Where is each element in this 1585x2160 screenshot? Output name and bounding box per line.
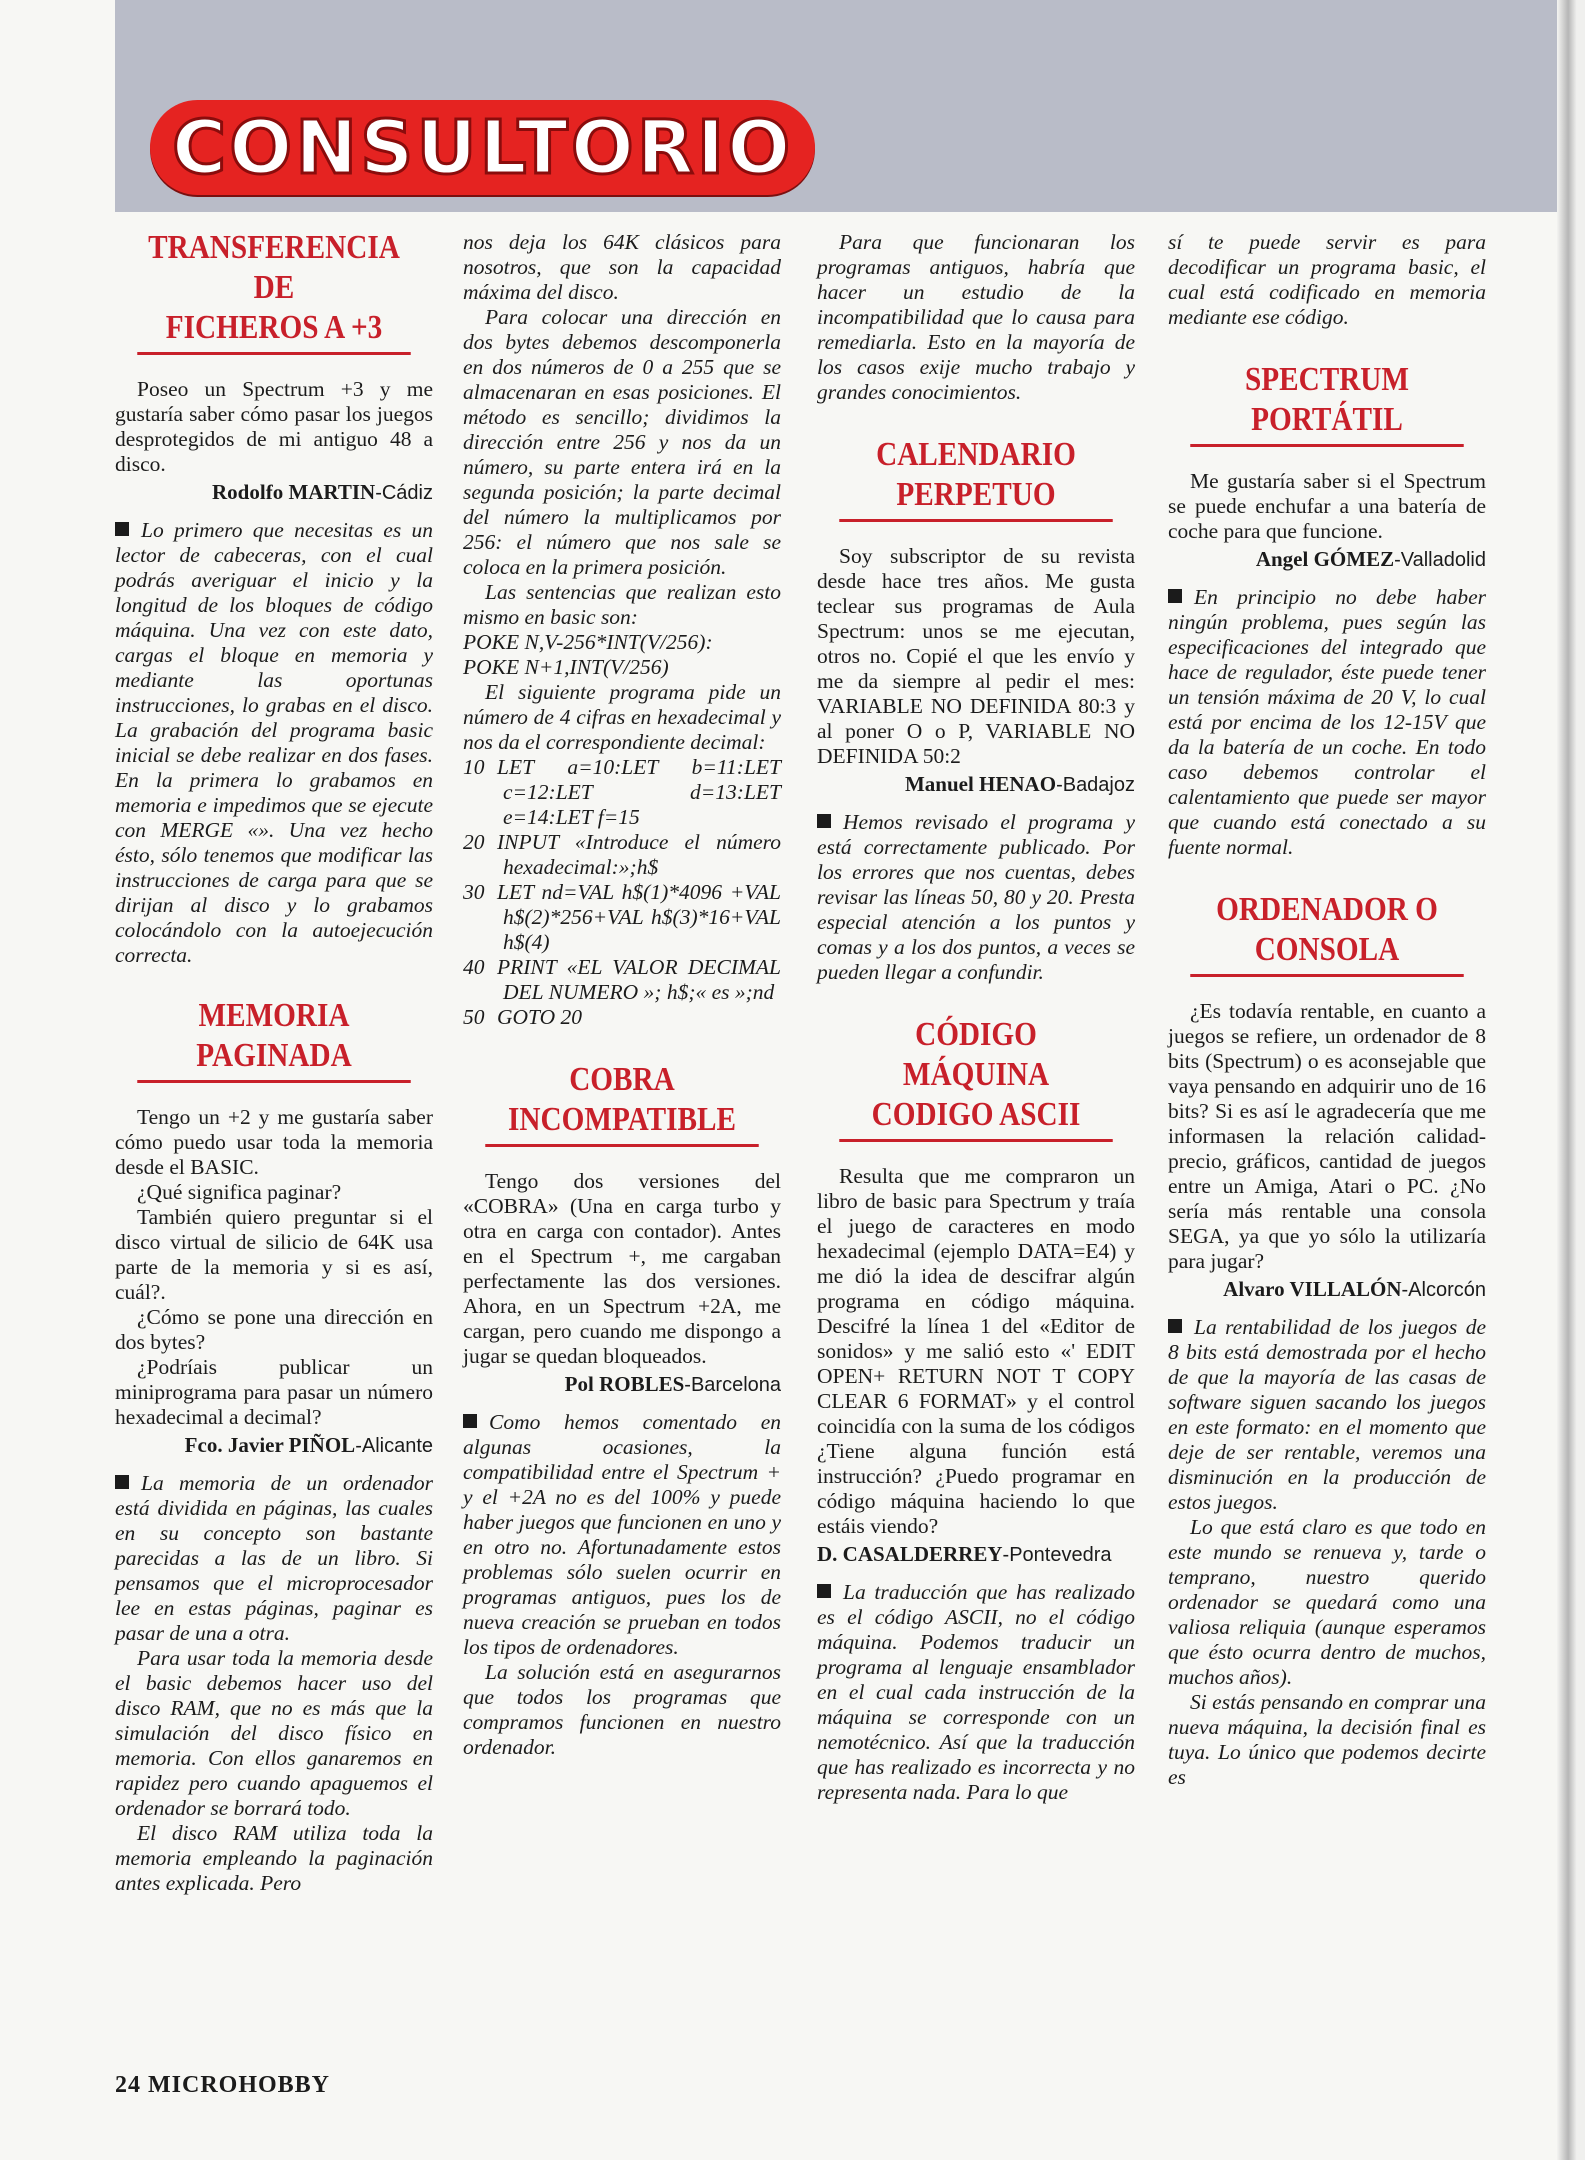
question-text: ¿Podríais publicar un miniprograma para pasar un número hexadecimal a decimal? [115, 1355, 433, 1429]
section-title-ordenador: ORDENADOR O CONSOLA [1190, 890, 1463, 977]
banner-title: CONSULTORIO [172, 104, 794, 191]
question-text: También quiero preguntar si el disco virtual de silicio de 64K usa parte de la memoria y si es así, cuál?. [115, 1205, 433, 1304]
answer-bullet-icon [1168, 589, 1182, 603]
answer-text: La rentabilidad de los juegos de 8 bits está demostrada por el hecho de que la mayoría de las casas de software siguen sacando los juegos en este formato: en el momento que deje de ser rentable, veremos una disminución en la producción de estos juegos. [1168, 1315, 1486, 1514]
question-text: Tengo dos versiones del «COBRA» (Una en carga turbo y otra en carga con contador). Antes en el Spectrum +, me cargaban perfectamente las dos versiones. Ahora, en un Spectrum +2A, me cargan, pero cuando me dispongo a jugar se quedan bloqueados. [463, 1169, 781, 1368]
page-spine [1557, 0, 1585, 2160]
column-2 [463, 230, 781, 1760]
code-line: 30 LET nd=VAL h$(1)*4096 +VAL h$(2)*256+VAL h$(3)*16+VAL h$(4) [463, 880, 781, 954]
answer-text: Para usar toda la memoria desde el basic debemos hacer uso del disco RAM, que no es más que la simulación del disco físico en memoria. Con ellos ganaremos en rapidez pero cuando apaguemos el ordenador se borrará todo. [115, 1646, 433, 1820]
column-3 [817, 230, 1135, 1805]
answer-text: En principio no debe haber ningún problema, pues según las especificaciones del integrado que hace de regulador, éste puede tener un tensión máxima de 20 V, lo cual está por encima de los 12-15V que da la batería de un coche. En todo caso debemos controlar el calentamiento que puede ser mayor que cuando está conectado a su fuente normal. [1168, 585, 1486, 859]
answer-text: La traducción que has realizado es el código ASCII, no el código máquina. Podemos traducir un programa al lenguaje ensamblador en el cual cada instrucción de la máquina se corresponde con un nemotécnico. Así que la traducción que has realizado es incorrecta y no representa nada. Para lo que [817, 1580, 1135, 1804]
section-title-transferencia: TRANSFERENCIA DE FICHEROS A +3 [137, 228, 410, 355]
answer-text: Lo primero que necesitas es un lector de cabeceras, con el cual podrás averiguar el inicio y la longitud de los bloques de código máquina. Una vez con este dato, cargas el bloque en memoria y mediante las oportunas instrucciones, lo grabas en el disco. La grabación del programa basic inicial se debe realizar en dos fases. En la primera lo grabamos en memoria e impedimos que se ejecute con MERGE «». Una vez hecho ésto, sólo tenemos que modificar las instrucciones de carga para que se dirijan al disco y lo grabamos colocándolo con la autoejecución correcta. [115, 518, 433, 967]
answer-text: La memoria de un ordenador está dividida en páginas, las cuales en su concepto son bastante parecidas a las de un libro. Si pensamos que el microprocesador lee en estas páginas, paginar es pasar de una a otra. [115, 1471, 433, 1645]
section-title-portatil: SPECTRUM PORTÁTIL [1190, 360, 1463, 447]
answer-text: La solución está en asegurarnos que todos los programas que compramos funcionen en nuestro ordenador. [463, 1660, 781, 1759]
code-line: POKE N+1,INT(V/256) [463, 655, 669, 679]
section-title-codigo: CÓDIGO MÁQUINA CODIGO ASCII [839, 1015, 1112, 1142]
question-text: Soy subscriptor de su revista desde hace tres años. Me gusta teclear sus programas de Aula Spectrum: unos se me ejecutan, otros no. Copié el que les envío y me da siempre al pedir el mes: VARIABLE NO DEFINIDA 80:3 y al poner O o P, VARIABLE NO DEFINIDA 50:2 [817, 544, 1135, 768]
code-line: 10 LET a=10:LET b=11:LET c=12:LET d=13:LET e=14:LET f=15 [463, 755, 781, 829]
answer-text: Lo que está claro es que todo en este mundo se renueva y, tarde o temprano, nuestro querido ordenador se quedará como una valiosa reliquia (aunque esperamos que ésto ocurra dentro de muchos, muchos años). [1168, 1515, 1486, 1689]
author-signature: D. CASALDERREY-Pontevedra [817, 1542, 1112, 1566]
consultorio-banner [150, 100, 815, 195]
answer-bullet-icon [817, 814, 831, 828]
code-line: 20 INPUT «Introduce el número hexadecimal:»;h$ [463, 830, 781, 879]
question-text: Tengo un +2 y me gustaría saber cómo puedo usar toda la memoria desde el BASIC. [115, 1105, 433, 1179]
answer-text: Para colocar una dirección en dos bytes debemos descomponerla en dos números de 0 a 255 que se almacenaran en esas posiciones. El método es sencillo; dividimos la dirección entre 256 y nos da un número, su parte entera irá en la segunda posición; la parte decimal del número la multiplicamos por 256: el número que nos sale se coloca en la primera posición. [463, 305, 781, 579]
answer-text: Las sentencias que realizan esto mismo en basic son: [463, 580, 781, 629]
section-title-cobra: COBRA INCOMPATIBLE [485, 1060, 758, 1147]
author-signature: Angel GÓMEZ-Valladolid [1255, 547, 1486, 571]
answer-text: El disco RAM utiliza toda la memoria empleando la paginación antes explicada. Pero [115, 1821, 433, 1895]
author-signature: Alvaro VILLALÓN-Alcorcón [1223, 1277, 1486, 1301]
answer-text: Hemos revisado el programa y está correctamente publicado. Por los errores que nos cuentas, debes revisar las líneas 50, 80 y 20. Presta especial atención a los puntos y comas y a los dos puntos, a veces se pueden llegar a confundir. [817, 810, 1135, 984]
answer-text: Si estás pensando en comprar una nueva máquina, la decisión final es tuya. Lo único que podemos decirte es [1168, 1690, 1486, 1789]
section-title-memoria: MEMORIA PAGINADA [137, 996, 410, 1083]
answer-bullet-icon [115, 522, 129, 536]
question-text: Poseo un Spectrum +3 y me gustaría saber cómo pasar los juegos desprotegidos de mi antiguo 48 a disco. [115, 377, 433, 476]
answer-text: El siguiente programa pide un número de 4 cifras en hexadecimal y nos da el correspondiente decimal: [463, 680, 781, 754]
column-4 [1168, 230, 1486, 1790]
answer-text: sí te puede servir es para decodificar un programa basic, el cual está codificado en memoria mediante ese código. [1168, 230, 1486, 329]
answer-text: Para que funcionaran los programas antiguos, habría que hacer un estudio de la incompatibilidad que lo causa para remediarla. Esto en la mayoría de los casos exije mucho trabajo y grandes conocimientos. [817, 230, 1135, 404]
answer-bullet-icon [1168, 1319, 1182, 1333]
answer-bullet-icon [817, 1584, 831, 1598]
author-signature: Pol ROBLES-Barcelona [564, 1372, 781, 1396]
question-text: ¿Qué significa paginar? [137, 1180, 342, 1204]
column-1 [115, 230, 433, 1896]
code-line: 40 PRINT «EL VALOR DECIMAL DEL NUMERO »; h$;« es »;nd [463, 955, 781, 1004]
question-text: Resulta que me compraron un libro de basic para Spectrum y traía el juego de caracteres en modo hexadecimal (ejemplo DATA=E4) y me dió la idea de descifrar algún programa en código máquina. Descifré la línea 1 del «Editor de sonidos» y me salió esto «' EDIT OPEN+ RETURN NOT T COPY CLEAR 6 FORMAT» y el control coincidía con la suma de los códigos ¿Tiene alguna función está instrucción? ¿Puedo programar en código máquina haciendo lo que estáis viendo? [817, 1164, 1135, 1538]
answer-text: Como hemos comentado en algunas ocasiones, la compatibilidad entre el Spectrum + y el +2A no es del 100% y puede haber juegos que funcionen en uno y en otro no. Afortunadamente estos problemas sólo suelen ocurrir en programas antiguos, pues los de nueva creación se prueban en todos los tipos de ordenadores. [463, 1410, 781, 1659]
author-signature: Rodolfo MARTIN-Cádiz [212, 480, 433, 504]
question-text: ¿Cómo se pone una dirección en dos bytes? [115, 1305, 433, 1354]
answer-bullet-icon [115, 1475, 129, 1489]
code-line: 50 GOTO 20 [463, 1005, 583, 1029]
page-footer: 24 MICROHOBBY [115, 2072, 331, 2098]
question-text: Me gustaría saber si el Spectrum se puede enchufar a una batería de coche para que funcione. [1168, 469, 1486, 543]
section-title-calendario: CALENDARIO PERPETUO [839, 435, 1112, 522]
answer-text: nos deja los 64K clásicos para nosotros, que son la capacidad máxima del disco. [463, 230, 781, 304]
question-text: ¿Es todavía rentable, en cuanto a juegos se refiere, un ordenador de 8 bits (Spectrum) o es aconsejable que vaya pensando en adquirir uno de 16 bits? Si es así le agradecería que me informasen la relación calidad-precio, gráficos, cantidad de juegos entre un Amiga, Atari o PC. ¿No sería más rentable una consola SEGA, ya que yo sólo la utilizaría para jugar? [1168, 999, 1486, 1273]
code-line: POKE N,V-256*INT(V/256): [463, 630, 713, 654]
answer-bullet-icon [463, 1414, 477, 1428]
author-signature: Fco. Javier PIÑOL-Alicante [184, 1433, 433, 1457]
author-signature: Manuel HENAO-Badajoz [904, 772, 1135, 796]
